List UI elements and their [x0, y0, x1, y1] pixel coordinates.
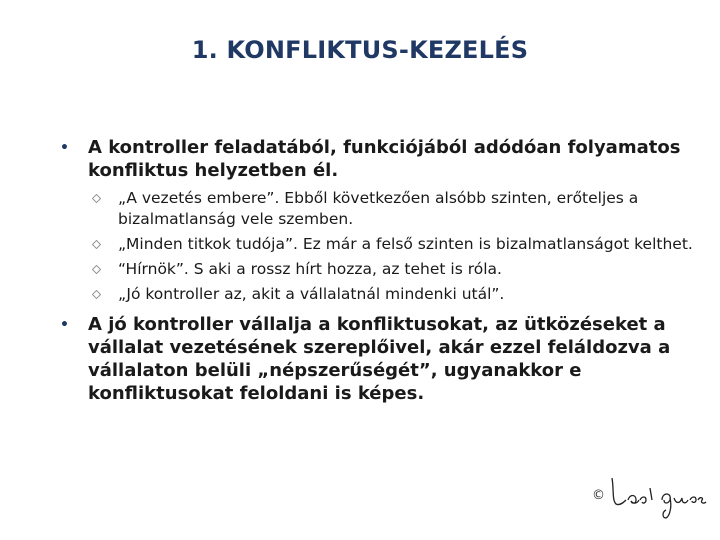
diamond-bullet-icon: [92, 194, 101, 203]
page-title: 1. KONFLIKTUS-KEZELÉS: [191, 36, 529, 64]
bullet-dot-icon: •: [60, 140, 69, 156]
bullet-dot-icon: •: [60, 317, 69, 333]
sub-bullet-item-4: [60, 284, 700, 305]
bullet-item-1: [60, 136, 700, 182]
sub-bullet-item-1: [60, 188, 700, 230]
diamond-bullet-icon: [92, 265, 101, 274]
sub-bullet-text: „Jó kontroller az, akit a vállalatnál mindenki utál”.: [118, 285, 505, 303]
bullet-text: A kontroller feladatából, funkciójából adódóan folyamatos konfliktus helyzetben él.: [88, 137, 681, 181]
bullet-item-2: [60, 313, 700, 405]
sub-bullet-item-2: [60, 234, 700, 255]
signature-image: [606, 470, 710, 522]
sub-bullet-text: „Minden titkok tudója”. Ez már a felső szinten is bizalmatlanságot kelthet.: [118, 235, 693, 253]
sub-bullet-item-3: [60, 259, 700, 280]
bullet-list: [60, 136, 700, 405]
sub-bullet-text: „A vezetés embere”. Ebből következően alsóbb szinten, erőteljes a bizalmatlanság vele szemben.: [118, 189, 639, 228]
bullet-text: A jó kontroller vállalja a konfliktusokat, az ütközéseket a vállalat vezetésének szereplőivel, akár ezzel feláldozva a vállalaton belüli „népszerűségét”, ugyanakkor e konfliktusokat feloldani is képes.: [88, 314, 671, 404]
sub-bullet-text: “Hírnök”. S aki a rossz hírt hozza, az tehet is róla.: [118, 260, 502, 278]
copyright-symbol: ©: [592, 488, 605, 503]
diamond-bullet-icon: [92, 290, 101, 299]
diamond-bullet-icon: [92, 240, 101, 249]
